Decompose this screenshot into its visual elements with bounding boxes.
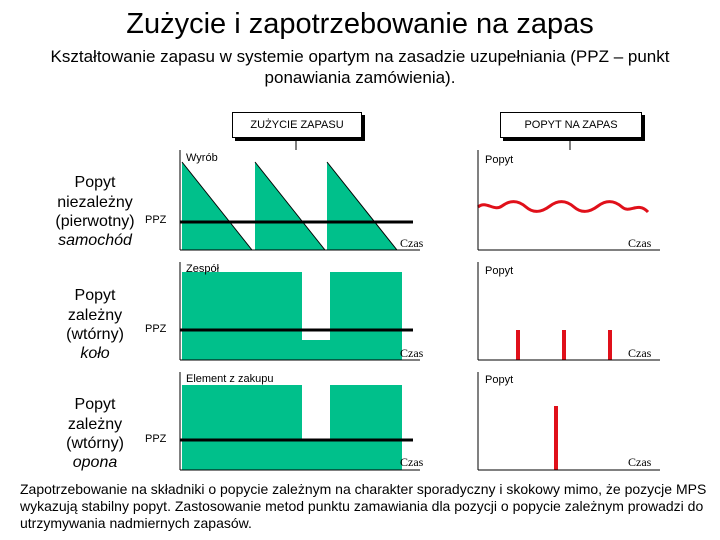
row1-usage-label: Wyrób — [186, 152, 218, 164]
row2-label-line2: zależny — [67, 307, 123, 324]
row3-label-line4: opona — [72, 454, 118, 471]
row1-label-line2: niezależny — [57, 194, 133, 211]
row1-label-line4: samochód — [58, 232, 132, 249]
row3-czas-right: Czas — [628, 455, 652, 469]
usage-block — [182, 385, 402, 470]
demand-spike — [516, 330, 520, 360]
page-subtitle: Kształtowanie zapasu w systemie opartym na zasadzie uzupełniania (PPZ – punkt ponawiania zamówienia). — [50, 47, 670, 87]
row3-label-line1: Popyt — [74, 396, 116, 413]
header-usage: ZUŻYCIE ZAPASU — [232, 112, 362, 138]
demand-spike — [562, 330, 566, 360]
row3-label-line2: zależny — [67, 416, 123, 433]
row3-czas-left: Czas — [400, 455, 424, 469]
row2-usage-label: Zespół — [186, 263, 220, 275]
demand-spike — [608, 330, 612, 360]
footer-note: Zapotrzebowanie na składniki o popycie zależnym na charakter sporadyczny i skokowy mimo, że pozycje MPS wykazują stabilny popyt. Zastosowanie metod punktu zamawiania dla pozycji o popycie zależnym prowadzi do utrzymywania nadmiernych zapasów. — [20, 481, 707, 531]
row2-czas-right: Czas — [628, 346, 652, 360]
page-title: Zużycie i zapotrzebowanie na zapas — [126, 8, 594, 40]
row2-label-line4: koło — [80, 345, 110, 362]
row2-label-line3: (wtórny) — [66, 326, 124, 343]
row3-usage-label: Element z zakupu — [186, 373, 274, 385]
row2-demand-label: Popyt — [485, 265, 514, 277]
row1-label-line3: (pierwotny) — [55, 213, 135, 230]
row3-ppz-label: PPZ — [145, 433, 167, 445]
row3-demand-label: Popyt — [485, 374, 514, 386]
row2-label-line1: Popyt — [74, 287, 116, 304]
row1-ppz-label: PPZ — [145, 214, 167, 226]
row2-czas-left: Czas — [400, 346, 424, 360]
usage-sawtooth — [182, 162, 397, 250]
header-demand: POPYT NA ZAPAS — [500, 112, 642, 138]
demand-spike — [554, 406, 558, 470]
row1-czas-right: Czas — [628, 236, 652, 250]
row1-czas-left: Czas — [400, 236, 424, 250]
row1-label-line1: Popyt — [74, 174, 116, 191]
row1-demand-label: Popyt — [485, 154, 514, 166]
usage-block — [182, 272, 402, 360]
row2-ppz-label: PPZ — [145, 323, 167, 335]
row3-label-line3: (wtórny) — [66, 435, 124, 452]
demand-steady-line — [478, 202, 648, 212]
